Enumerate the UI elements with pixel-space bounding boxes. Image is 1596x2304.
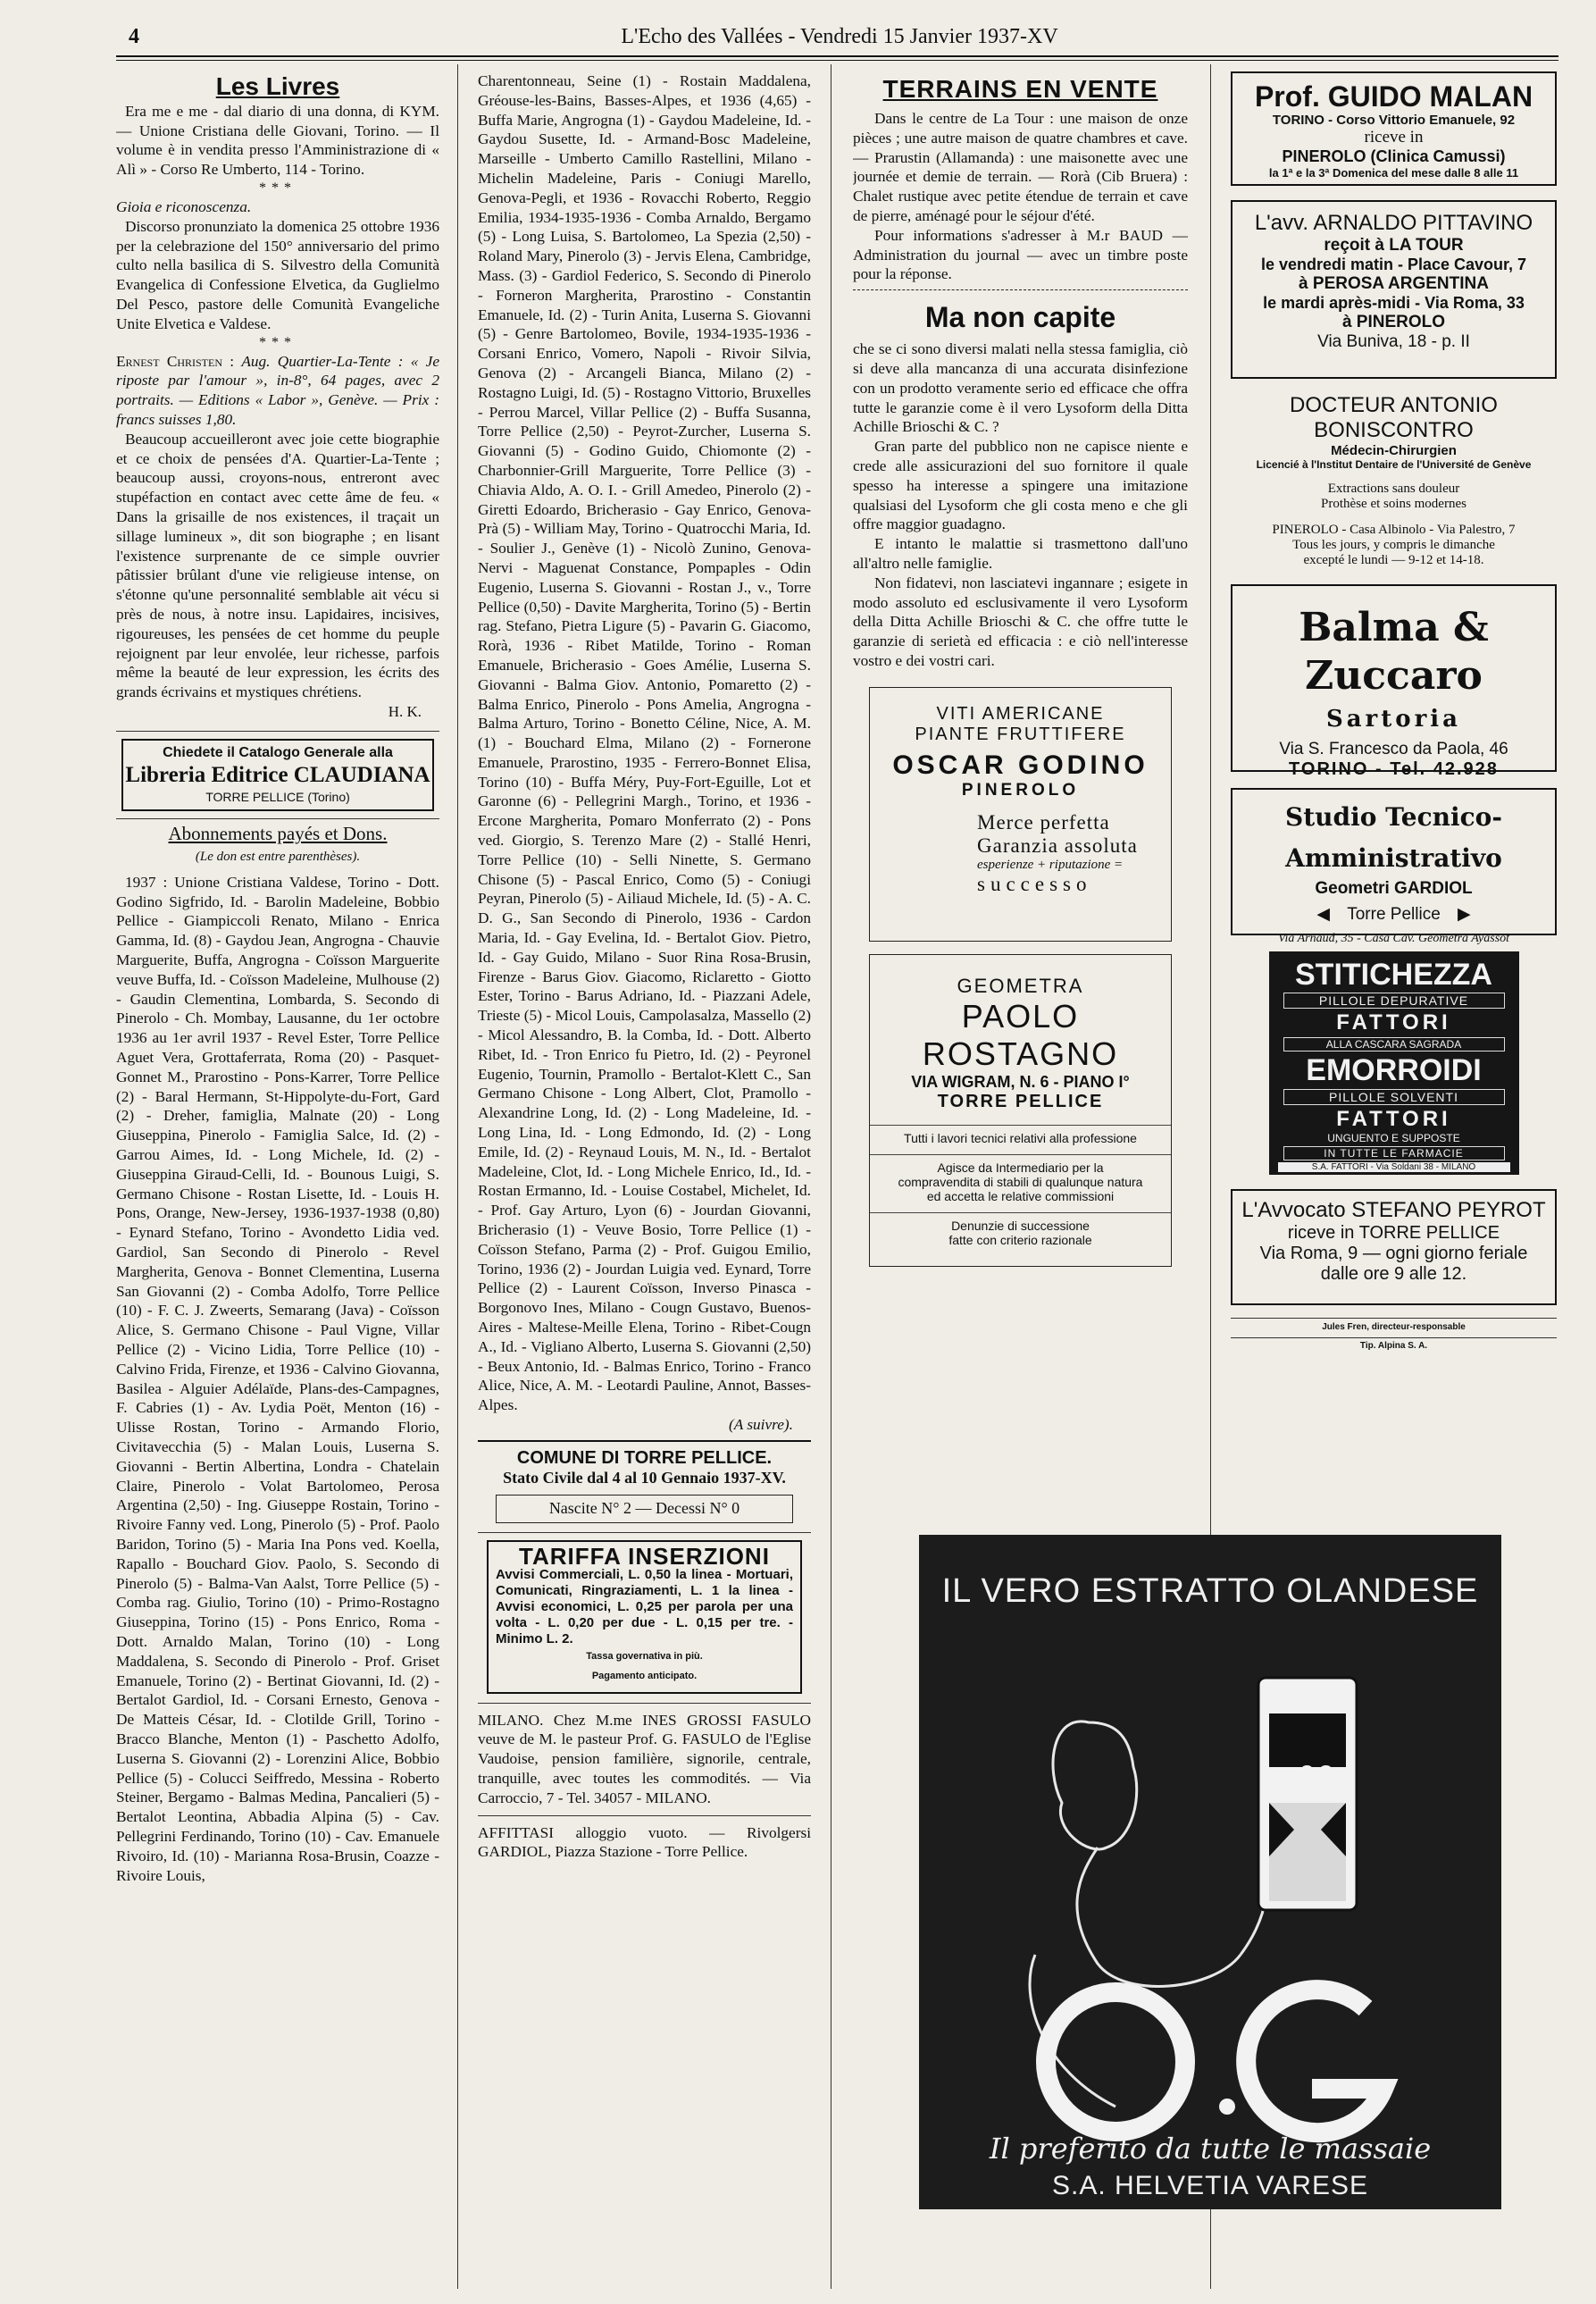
fattori-line-9: IN TUTTE LE FARMACIE bbox=[1283, 1146, 1505, 1160]
review-signature: H. K. bbox=[388, 702, 422, 720]
column-2 bbox=[478, 71, 811, 2287]
gerant-line-1: Jules Fren, directeur-responsable bbox=[1322, 1322, 1466, 1332]
pittavino-line-7: Via Buniva, 18 - p. II bbox=[1317, 332, 1470, 351]
boniscontro-line-6: PINEROLO - Casa Albinolo - Via Palestro, 7 bbox=[1272, 523, 1516, 537]
gioia-title: Gioia e riconoscenza. bbox=[116, 197, 252, 215]
malan-line-2: TORINO - Corso Vittorio Emanuele, 92 bbox=[1272, 113, 1516, 128]
balma-zuccaro-ad bbox=[1231, 584, 1557, 779]
malan-name: Prof. GUIDO MALAN bbox=[1254, 80, 1533, 113]
capite-paragraph-4: Non fidatevi, non lasciatevi ingannare ; esigete in modo assoluto ed esclusivamente il vero Lysoform della Ditta Achille Brioschi & C. che offre tutte le garanzie di serietà ed efficacia : e ciò nell'interesse vostro e dei vostri cari. bbox=[853, 574, 1188, 669]
separator-stars-2: *** bbox=[259, 334, 297, 350]
claudiana-ad bbox=[121, 739, 434, 812]
malan-line-5: la 1ª e la 3ª Domenica del mese dalle 8 alle 11 bbox=[1268, 166, 1519, 180]
balma-line-4: TORINO - Tel. 42.928 bbox=[1289, 759, 1499, 779]
pittavino-line-4: à PEROSA ARGENTINA bbox=[1299, 274, 1489, 293]
fattori-line-5: EMORROIDI bbox=[1306, 1053, 1482, 1087]
tariffa-note-2: Pagamento anticipato. bbox=[591, 1670, 698, 1681]
boniscontro-line-3: Licencié à l'Institut Dentaire de l'Université de Genève bbox=[1256, 458, 1532, 471]
masthead-rule bbox=[116, 55, 1558, 61]
rostagno-line-6: Agisce da Intermediario per la compravendita di stabili di qualunque natura ed accetta le relative commissioni bbox=[870, 1154, 1171, 1212]
abonnements-list-1: 1937 : Unione Cristiana Valdese, Torino - Dott. Godino Sigfrido, Id. - Barolin Madeleine, Bobbio Pellice - Giampiccoli Renato, Milano - Enrica Gamma, Id. (8) - Gaydou Jean, Angrogna - Chauvie Marguerite, Buffa, Angrogna - Coïsson Marguerite veuve Buffa, Id. - Coïsson Madeleine, Mulhouse (2) - Gaudin Clementina, Lombarda, S. Secondo di Pinerolo - Ch. Mombay, Lausanne, du 1er octobre 1936 au 1er avril 1937 - Revel Ester, Torre Pellice Aguet Vera, Grottaferrata, Roma (20) - Pasquet-Gonnet M., Prarostino - Pons-Karrer, Torre Pellice (2) - Baral Hermann, St-Hippolyte-du-Fort, Gard (2) - Dreher, famiglia, Malnate (20) - Long Giuseppina, Pinerolo - Famiglia Salce, Id. (2) - Garrou Aimes, Id. - Long Michele, Id. (2) - Giuseppina Giraud-Celli, Id. - Bounous Luigi, S. Germano Chisone - Rostan Lisette, Id. - Louis H. Pons, Orange, New-Jersey, 1936-1937-1938 (0,80) - Eynard Stefano, Torino - Avondetto Lidia ved. Gardiol, San Secondo di Pinerolo - Revel Margherita, Genova - Bonnet Clementina, Luserna San Giovanni (2) - Comba Adolfo, Torre Pellice (10) - F. C. J. Zweerts, Semarang (Java) - Coïsson Alice, S. Germano Chisone - Paul Vigne, Villar Pellice (2) - Vicino Lidia, Torre Pellice (10) - Calvino Frida, Firenze, et 1936 - Calvino Giovanna, Basilea - Alguier Adélaïde, Plans-des-Campagnes, F. Cabries (1) - Av. Lydia Poët, Menton (16) - Ulisse Rostan, Torino - Armando Florio, Civitavecchia (5) - Malan Louis, Luserna S. Giovanni - Bertin Albertina, Londra - Chatelain Claire, Pinerolo - Volat Bartolomeo, Perosa Argentina (2,50) - Ing. Giuseppe Rostain, Torino - Rivoire Fanny ved. Long, Pinerolo (5) - Prof. Paolo Baridon, Torino (5) - Maria Ina Pons ved. Koella, Rapallo - Bouchard Giov. Paolo, S. Secondo di Pinerolo (5) - Balma-Van Aalst, Torre Pellice (5) - Comba rag. Giulio, Torino (10) - Primo-Rostagno Giuseppina, Torino (15) - Pons Enrico, Roma - Dott. Arnaldo Malan, Torino (10) - Long Maddalena, S. Secondo di Pinerolo - Prof. Griset Emanuele, Torino (2) - Bertinat Giovanni, Id. (2) - Bertalot Gardiol, Id. - Corsani Ernesto, Genova - De Matteis César, Id. - Clotilde Grill, Torino - Bracco Blanche, Menton (1) - Paschetto Adolfo, Luserna S. Giovanni (2) - Lorenzini Alice, Bobbio Pellice (5) - Colucci Seiffredo, Messina - Roberto Steiner, Bergamo - Balmas Medina, Pancalieri (5) - Bertalot Leontina, Abbadia Alpina (5) - Cav. Pellegrini Ferdinando, Torino (10) - Cav. Emanuele Rivoiro, Id. (10) - Marianna Rosa-Brusin, Coazze - Rivoire Louis, bbox=[116, 873, 439, 1884]
rostagno-city: TORRE PELLICE bbox=[937, 1091, 1104, 1111]
olandese-illustration bbox=[919, 1535, 1501, 2209]
rostagno-ad bbox=[869, 954, 1172, 1267]
malan-line-4: PINEROLO (Clinica Camussi) bbox=[1282, 147, 1506, 165]
godino-line-1: VITI AMERICANE bbox=[936, 703, 1105, 724]
olandese-logo: O.G bbox=[1299, 1763, 1333, 1782]
pittavino-name: L'avv. ARNALDO PITTAVINO bbox=[1254, 211, 1533, 235]
column-1 bbox=[116, 71, 439, 2287]
studio-line-2: Geometri GARDIOL bbox=[1315, 879, 1473, 898]
comune-subtitle: Stato Civile dal 4 al 10 Gennaio 1937-XV. bbox=[503, 1468, 786, 1487]
boniscontro-line-4: Extractions sans douleur bbox=[1327, 482, 1460, 496]
balma-line-3: Via S. Francesco da Paola, 46 bbox=[1279, 740, 1508, 758]
boniscontro-name: DOCTEUR ANTONIO BONISCONTRO bbox=[1290, 393, 1498, 442]
tariffa-text: Avvisi Commerciali, L. 0,50 la linea - Mortuari, Comunicati, Ringraziamenti, L. 1 la linea - Avvisi economici, L. 0,25 per parola per una volta - L. 0,20 per due - L. 0,15 per tre. - Minimo L. 2. bbox=[496, 1566, 793, 1646]
claudiana-line-1: Chiedete il Catalogo Generale alla bbox=[163, 744, 393, 760]
triangle-left-icon: ◀ bbox=[1316, 905, 1330, 924]
godino-line-7: esperienze + riputazione = bbox=[977, 857, 1124, 872]
livres-paragraph-1: Era me e me - dal diario di una donna, di KYM. — Unione Cristiana delle Giovani, Torino. — Il volume è in vendita presso l'Amministrazione di « Alì » - Corso Re Umberto, 114 - Torino. bbox=[116, 102, 439, 179]
studio-gardiol-ad bbox=[1231, 788, 1557, 945]
livres-review: Beaucoup accueilleront avec joie cette biographie et ce choix de pensées d'A. Quartier-La-Tente ; beaucoup aussi, croyons-nous, entreront avec stupéfaction en contact avec cette âme de feu. « Dans la grisaille de nos existences, il traçait un sillage lumineux », dit son biographe ; en lisant l'existence surprenante de ce simple ouvrier pâtissier brûlant d'une vie religieuse intense, on s'étonne qu'une personnalité semblable ait vécu si près de nous, à notre insu. Lapidaires, incisives, rigoureuses, les pensées de cet homme du peuple rejoignent par leur envolée, leur richesse, parfois même la beauté de leur expression, les écrits des grands écrivains et mystiques chrétiens. bbox=[116, 430, 439, 701]
rostagno-address: VIA WIGRAM, N. 6 - PIANO I° bbox=[911, 1072, 1130, 1091]
separator-stars: *** bbox=[259, 180, 297, 196]
balma-line-2: Sartoria bbox=[1325, 706, 1462, 733]
godino-line-5: Merce perfetta bbox=[977, 810, 1110, 834]
olandese-title: IL VERO ESTRATTO OLANDESE bbox=[941, 1572, 1479, 1610]
olandese-company: S.A. HELVETIA VARESE bbox=[1051, 2171, 1368, 2200]
malan-line-3: riceve in bbox=[1364, 128, 1424, 147]
livres-heading: Les Livres bbox=[215, 72, 340, 100]
abonnements-subtitle: (Le don est entre parenthèses). bbox=[195, 850, 361, 865]
godino-line-2: PIANTE FRUTTIFERE bbox=[915, 724, 1126, 744]
boniscontro-line-8: excepté le lundi — 9-12 et 14-18. bbox=[1303, 553, 1484, 567]
boniscontro-line-5: Prothèse et soins modernes bbox=[1321, 497, 1466, 511]
malan-ad bbox=[1231, 71, 1557, 186]
tariffa-note-1: Tassa governativa in più. bbox=[586, 1650, 703, 1662]
fattori-line-3: FATTORI bbox=[1336, 1010, 1451, 1035]
godino-line-6: Garanzia assoluta bbox=[977, 834, 1138, 857]
abonnements-title: Abonnements payés et Dons. bbox=[168, 823, 388, 845]
godino-city: PINEROLO bbox=[961, 780, 1080, 800]
terrains-title: TERRAINS EN VENTE bbox=[882, 75, 1158, 103]
capite-paragraph-1: che se ci sono diversi malati nella stessa famiglia, ciò si deve alla mancanza di una accurata disinfezione con un prodotto veramente serio ed efficace che offra tutte le garanzie come è il vero Lysoform della Ditta Achille Brioschi & C. ? bbox=[853, 340, 1188, 436]
pittavino-ad bbox=[1231, 200, 1557, 379]
comune-notice bbox=[478, 1449, 811, 1523]
olandese-slogan: Il preferito da tutte le massaie bbox=[989, 2132, 1432, 2166]
christen-author: Ernest Christen : bbox=[116, 352, 235, 370]
tariffa-box bbox=[487, 1540, 802, 1693]
boniscontro-line-2: Médecin-Chirurgien bbox=[1331, 443, 1457, 458]
triangle-right-icon: ▶ bbox=[1458, 905, 1471, 924]
masthead bbox=[116, 25, 1563, 55]
pittavino-line-5: le mardi après-midi - Via Roma, 33 bbox=[1263, 294, 1525, 312]
claudiana-line-3: TORRE PELLICE (Torino) bbox=[205, 789, 350, 804]
terrains-text: Dans le centre de La Tour : une maison de onze pièces ; une autre maison de quatre chambres et cave. — Prarustin (Allamanda) : une maisonette avec une journée et demie de terrain. — Rorà (Cib Bruera) : Chalet rustique avec petite étendue de terrain et cave de pierre, aménagé pour le séjour d'été. bbox=[853, 110, 1188, 224]
abonnements-list-2: Charentonneau, Seine (1) - Rostain Maddalena, Gréouse-les-Bains, Basses-Alpes, et 1936 (4,65) - Buffa Marie, Angrogna (1) - Gaydou Madeleine, Id. - Gaydou Susette, Id. - Armand-Bosc Madeleine, Marseille - Umberto Camillo Rastellini, Milano - Michelin Madeleine, Paris - Coniugi Marello, Genova-Pegli, et 1936 - Rovacchi Roberto, Reggio Emilia, 1934-1935-1936 - Comba Arnaldo, Bergamo (5) - Long Luisa, S. Bartolomeo, La Spezia (2,50) - Roland Mary, Pinerolo (3) - Jervis Elena, Cambridge, Mass. (3) - Gardiol Federico, S. Secondo di Pinerolo - Forneron Margherita, Prarostino - Constantin Emanuele, Id. (2) - Turin Anita, Luserna S. Giovanni (5) - Genre Bartolomeo, Bovile, 1934-1935-1936 - Corsani Enrico, Vomero, Napoli - Rivoir Silvia, Genova (2) - Arcangeli Bianca, Milano (2) - Rostagno Luigi, Id. (5) - Rostagno Vittorio, Bruxelles - Perrou Marcel, Villar Pellice (2) - Buffa Susanna, Torre Pellice (2,50) - Peyrot-Zurcher, Luserna S. Giovanni (5) - Godino Guido, Chiomonte (2) - Charbonnier-Grill Marguerite, Torre Pellice (3) - Chiavia Aldo, A. O. I. - Grill Amedeo, Pinerolo (2) - Giretti Edoardo, Bricherasio - Gay Enrico, Genova-Prà (5) - William May, Torino - Quatrocchi Maria, Id. - Soulier J., Genève (1) - Nicolò Zunino, Genova-Nervi - Maguenat Constance, Pompaples - Odin Eugenio, Luserna S. Giovanni - Rostan J., v., Torre Pellice (0,50) - Davite Margherita, Torino (5) - Bertin rag. Stefano, Pietra Ligure (5) - Pavarin G. Giacomo, Rorà, 1936 - Ribet Matilde, Torino - Roman Emanuele, Bricherasio - Goes Amélie, Luserna S. Giovanni - Balma Giov. Antonio, Pomaretto (2) - Balma Enrico, Pinerolo - Pons Amelia, Angrogna - Balma Arturo, Torino - Bonetto Céline, Nice, A. M. (1) - Bouchard Elma, Milano (2) - Fornerone Emanuele, Prarostino, 1935 - Ferrero-Bonnet Elisa, Torino (10) - Buffa Méry, Puy-Fort-Eguille, Lot et Garonne (6) - Pellegrini Margh., Torino, et 1936 - Ercone Margherita, Pomaro Monferrato (2) - Pons ved. Giorgio, S. Terenzo Mare (2) - Stallé Henri, Torre Pellice (10) - Selli Ninette, S. Germano Chisone (5) - Pascal Enrico, Como (5) - Coniugi Peyran, Pinerolo (5) - Ailiaud Michele, Id. (5) - A. C. D. G., San Secondo di Pinerolo, 1936 - Cardon Maria, Id. - Gay Evelina, Id. - Bertalot Giov. Pietro, Id. - Gay Guido, Milano - Suor Rina Rosa-Brusin, Firenze - Barus Giov. Giacomo, Riclaretto - Giotto Ester, Torino - Barus Adriano, Id. - Piazzani Adele, Trieste (5) - Micol Louis, Campolasalza, Massello (2) - Micol Alessandro, B. la Comba, Id. - Dott. Alberto Ribet, Id. - Tron Enrico fu Pietro, Id. (2) - Peyronel Eugenio, Tournin, Pramollo - Bertalot-Klett C., San Germano Chisone - Long Albert, Clot, Pramollo - Alexandrine Long, Id. (2) - Long Madeleine, Id. - Long Lina, Id. - Long Edmondo, Id. (2) - Long Emile, Id. (2) - Reynaud Louis, M. N., Id. - Bertalot Madeleine, Clot, Id. - Long Michele Enrico, Id., Id. - Rostan Ermanno, Id. - Louise Costabel, Michelet, Id. - Prof. Gay Arturo, Lyon (6) - Jourdan Giovanni, Bricherasio (1) - Veuve Bosio, Torre Pellice (1) - Coïsson Stefano, Parma (2) - Prof. Guigou Emilio, Torino, 1936 (2) - Jourdan Luigia ved. Eynard, Torre Pellice (2) - Laurent Coïsson, Inverso Pinasca - Borgonovo Ines, Milano - Cougn Gustavo, Buenos-Aires - Maltese-Meille Elena, Torino - Ribet-Cougn A., Id. - Vigliano Alberto, Luserna S. Giovanni (2,50) - Beux Antonio, Id. - Balmas Enrico, Torino - Franco Alice, Nice, A. M. - Leotardi Pauline, Annot, Basses-Alpes. bbox=[478, 72, 811, 1414]
studio-line-3-row bbox=[1233, 904, 1555, 925]
rostagno-line-7: Denunzie di successione bbox=[870, 1212, 1171, 1233]
terrains-contact: Pour informations s'adresser à M.r BAUD — Administration du journal — avec un timbre poste pour la réponse. bbox=[853, 226, 1188, 283]
pittavino-line-6: à PINEROLO bbox=[1341, 313, 1446, 331]
fattori-ad bbox=[1269, 951, 1519, 1175]
capite-title: Ma non capite bbox=[924, 301, 1116, 334]
pittavino-line-2: reçoit à LA TOUR bbox=[1324, 236, 1464, 255]
affittasi-notice: AFFITTASI alloggio vuoto. — Rivolgersi GARDIOL, Piazza Stazione - Torre Pellice. bbox=[478, 1823, 811, 1861]
tariffa-title: TARIFFA INSERZIONI bbox=[519, 1543, 770, 1571]
fattori-line-2: PILLOLE DEPURATIVE bbox=[1283, 993, 1505, 1009]
column-rule-1 bbox=[457, 64, 458, 2289]
boniscontro-line-7: Tous les jours, y compris le dimanche bbox=[1292, 538, 1495, 552]
pittavino-line-3: le vendredi matin - Place Cavour, 7 bbox=[1260, 256, 1527, 273]
peyrot-line-3: Via Roma, 9 — ogni giorno feriale bbox=[1259, 1244, 1528, 1263]
milano-pension: MILANO. Chez M.me INES GROSSI FASULO veuve de M. le pasteur Prof. G. FASULO de l'Eglise Vaudoise, pension familière, signorile, centrale, tranquille, avec toutes les commodités. — Via Carroccio, 7 - Tel. 34057 - MILANO. bbox=[478, 1711, 811, 1806]
studio-title: Studio Tecnico-Amministrativo bbox=[1285, 802, 1502, 873]
godino-ad bbox=[869, 687, 1172, 942]
rostagno-line-5: Tutti i lavori tecnici relativi alla professione bbox=[870, 1125, 1171, 1154]
boniscontro-ad bbox=[1231, 393, 1557, 568]
studio-line-4: Via Arnaud, 35 - Casa Cav. Geometra Ayassot bbox=[1277, 932, 1510, 945]
peyrot-name: L'Avvocato STEFANO PEYROT bbox=[1241, 1198, 1546, 1222]
peyrot-ad bbox=[1231, 1189, 1557, 1305]
a-suivre: (A suivre). bbox=[729, 1415, 793, 1433]
christen-book: Aug. Quartier-La-Tente : « Je riposte par l'amour », in-8°, 64 pages, avec 2 portraits. — Editions « Labor », Genève. — Prix : francs suisses 1,80. bbox=[116, 352, 439, 428]
fattori-line-4: ALLA CASCARA SAGRADA bbox=[1283, 1037, 1505, 1051]
rostagno-name: PAOLO ROSTAGNO bbox=[922, 997, 1119, 1072]
gerant-line bbox=[1231, 1318, 1557, 1351]
claudiana-line-2: Libreria Editrice CLAUDIANA bbox=[125, 762, 430, 787]
godino-line-8: successo bbox=[977, 872, 1092, 895]
rostagno-line-1: GEOMETRA bbox=[957, 974, 1084, 997]
comune-stats: Nascite N° 2 — Decessi N° 0 bbox=[496, 1495, 793, 1523]
rostagno-line-8: fatte con criterio razionale bbox=[948, 1232, 1092, 1247]
fattori-line-7: FATTORI bbox=[1336, 1107, 1451, 1131]
studio-line-3: Torre Pellice bbox=[1347, 905, 1441, 924]
masthead-title: L'Echo des Vallées - Vendredi 15 Janvier 1937-XV bbox=[621, 25, 1058, 48]
fattori-line-10: S.A. FATTORI - Via Soldani 38 - MILANO bbox=[1278, 1162, 1510, 1172]
livres-paragraph-2: Discorso pronunziato la domenica 25 ottobre 1936 per la celebrazione del 150° anniversario del primo culto nella basilica di S. Silvestro della Comunità Evangelica di Confessione Elvetica, da Guglielmo Del Pesco, pastore delle Comunità Evangeliche Unite Elvetica e Valdese. bbox=[116, 217, 439, 332]
olandese-ad bbox=[919, 1535, 1501, 2209]
capite-paragraph-2: Gran parte del pubblico non ne capisce niente e crede alle assicurazioni del suo fornitore il quale spesso ha interesse a spingere una imitazione qualsiasi del Lysoform che gli costa meno e che gli offre maggior guadagno. bbox=[853, 438, 1188, 533]
capite-paragraph-3: E intanto le malattie si trasmettono dall'uno all'altro nelle famiglie. bbox=[853, 535, 1188, 572]
fattori-line-8: UNGUENTO E SUPPOSTE bbox=[1327, 1132, 1460, 1144]
peyrot-line-2: riceve in TORRE PELLICE bbox=[1287, 1223, 1500, 1243]
gerant-line-2: Tip. Alpina S. A. bbox=[1231, 1337, 1557, 1351]
godino-name: OSCAR GODINO bbox=[892, 750, 1149, 780]
peyrot-line-4: dalle ore 9 alle 12. bbox=[1320, 1264, 1467, 1284]
comune-title: COMUNE DI TORRE PELLICE. bbox=[516, 1447, 773, 1468]
fattori-line-6: PILLOLE SOLVENTI bbox=[1283, 1089, 1505, 1105]
fattori-line-1: STITICHEZZA bbox=[1295, 958, 1492, 992]
page-number: 4 bbox=[129, 25, 139, 48]
balma-name: Balma & Zuccaro bbox=[1299, 605, 1489, 699]
